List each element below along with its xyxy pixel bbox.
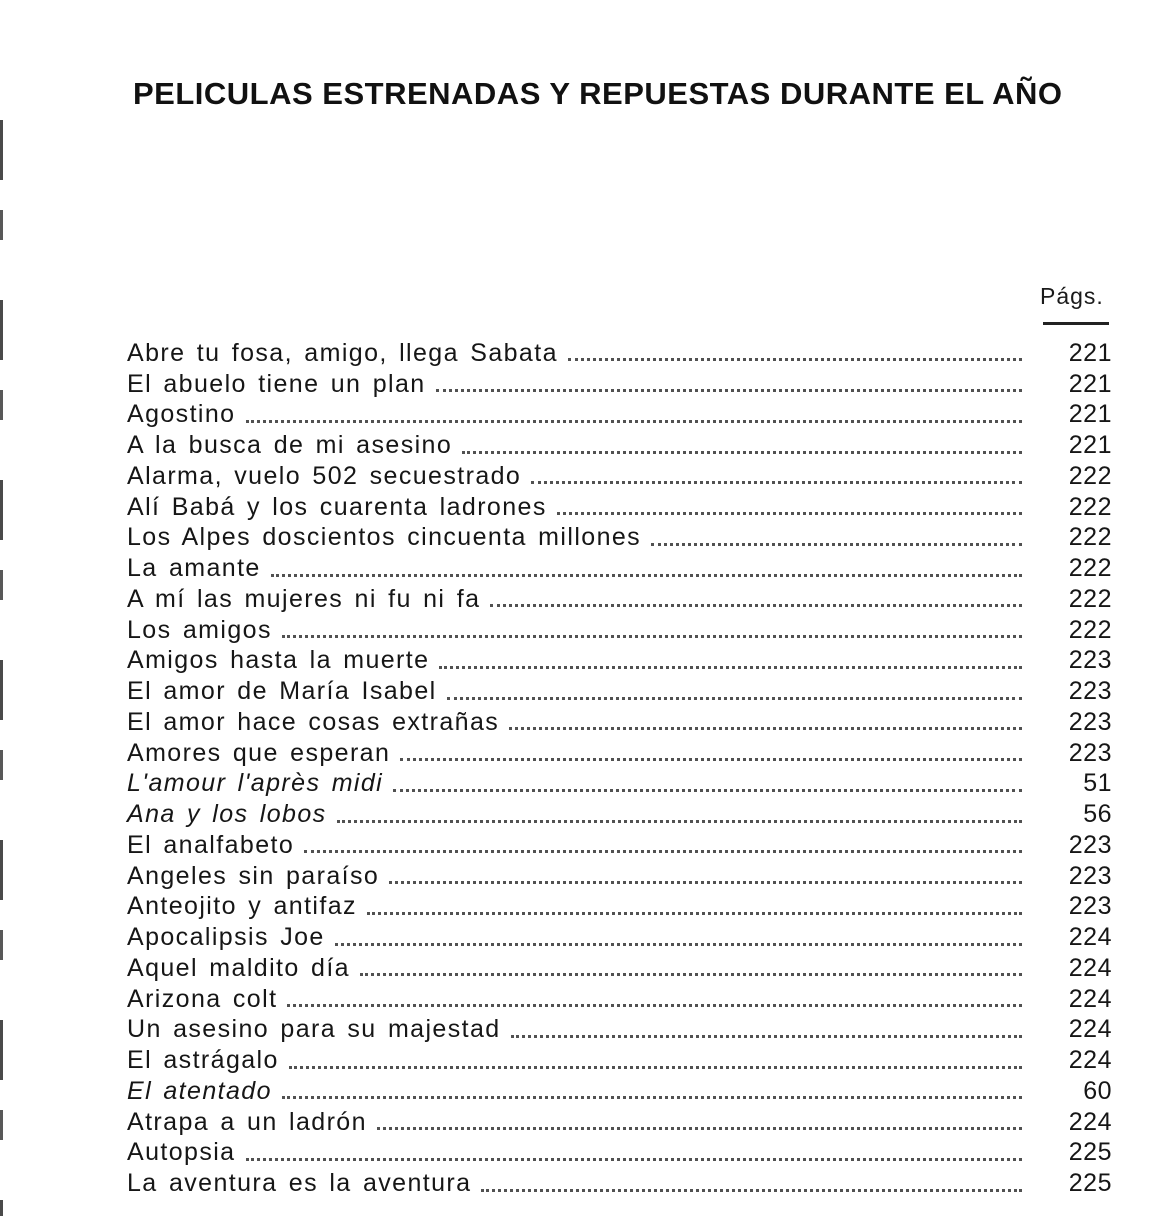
dot-leader bbox=[282, 1095, 1022, 1099]
dot-leader bbox=[367, 911, 1022, 915]
index-entry bbox=[127, 799, 1112, 830]
film-title: Angeles sin paraíso bbox=[127, 861, 380, 890]
index-entry bbox=[127, 738, 1112, 769]
index-entry bbox=[127, 861, 1112, 892]
page-number: 56 bbox=[1083, 800, 1112, 829]
index-entry bbox=[127, 830, 1112, 861]
index-entry bbox=[127, 523, 1112, 554]
film-title: Arizona colt bbox=[127, 984, 278, 1013]
dot-leader bbox=[509, 726, 1022, 730]
page-number: 222 bbox=[1068, 615, 1112, 644]
page-number: 51 bbox=[1083, 769, 1112, 798]
page-number: 222 bbox=[1068, 492, 1112, 521]
film-title: El astrágalo bbox=[127, 1046, 279, 1075]
dot-leader bbox=[400, 757, 1022, 761]
film-title: El abuelo tiene un plan bbox=[127, 369, 426, 398]
film-title: El analfabeto bbox=[127, 830, 295, 859]
page-number: 223 bbox=[1068, 892, 1112, 921]
dot-leader bbox=[439, 665, 1022, 669]
page-number: 225 bbox=[1068, 1169, 1112, 1198]
index-entry bbox=[127, 553, 1112, 584]
page-number: 223 bbox=[1068, 738, 1112, 767]
dot-leader bbox=[289, 1065, 1022, 1069]
page-number: 223 bbox=[1068, 830, 1112, 859]
dot-leader bbox=[335, 942, 1022, 946]
dot-leader bbox=[393, 788, 1022, 792]
dot-leader bbox=[282, 634, 1022, 638]
film-title: L'amour l'après midi bbox=[127, 769, 384, 798]
page-number: 222 bbox=[1068, 554, 1112, 583]
index-entry bbox=[127, 646, 1112, 677]
dot-leader bbox=[337, 819, 1022, 823]
film-title: Agostino bbox=[127, 400, 236, 429]
film-title: Alí Babá y los cuarenta ladrones bbox=[127, 492, 547, 521]
index-entry bbox=[127, 615, 1112, 646]
index-entry bbox=[127, 769, 1112, 800]
index-entry bbox=[127, 584, 1112, 615]
index-entry bbox=[127, 707, 1112, 738]
page-number: 224 bbox=[1068, 1046, 1112, 1075]
film-title: El atentado bbox=[127, 1076, 272, 1105]
dot-leader bbox=[287, 1003, 1022, 1007]
index-entry bbox=[127, 892, 1112, 923]
page-number: 224 bbox=[1068, 1107, 1112, 1136]
dot-leader bbox=[557, 511, 1022, 515]
page-number: 224 bbox=[1068, 984, 1112, 1013]
page-number: 224 bbox=[1068, 1015, 1112, 1044]
index-entry bbox=[127, 430, 1112, 461]
dot-leader bbox=[568, 357, 1022, 361]
dot-leader bbox=[377, 1126, 1022, 1130]
page-number: 222 bbox=[1068, 584, 1112, 613]
film-title: Atrapa a un ladrón bbox=[127, 1107, 367, 1136]
film-index-list bbox=[127, 338, 1112, 1199]
dot-leader bbox=[511, 1034, 1022, 1038]
page-number: 223 bbox=[1068, 646, 1112, 675]
film-title: A mí las mujeres ni fu ni fa bbox=[127, 584, 481, 613]
page-number: 221 bbox=[1068, 400, 1112, 429]
page-number: 221 bbox=[1068, 338, 1112, 367]
index-entry bbox=[127, 1045, 1112, 1076]
film-title: Autopsia bbox=[127, 1138, 236, 1167]
page-column-rule bbox=[1043, 322, 1109, 325]
index-entry bbox=[127, 492, 1112, 523]
index-entry bbox=[127, 1107, 1112, 1138]
film-title: Los amigos bbox=[127, 615, 272, 644]
dot-leader bbox=[481, 1188, 1022, 1192]
page-number: 221 bbox=[1068, 369, 1112, 398]
index-entry bbox=[127, 1015, 1112, 1046]
page-title: PELICULAS ESTRENADAS Y REPUESTAS DURANTE EL AÑO bbox=[133, 76, 1063, 111]
index-entry bbox=[127, 1168, 1112, 1199]
dot-leader bbox=[531, 480, 1022, 484]
film-title: Amigos hasta la muerte bbox=[127, 646, 430, 675]
dot-leader bbox=[246, 1157, 1023, 1161]
film-title: Los Alpes doscientos cincuenta millones bbox=[127, 523, 642, 552]
index-entry bbox=[127, 369, 1112, 400]
film-title: Ana y los lobos bbox=[127, 800, 327, 829]
index-entry bbox=[127, 922, 1112, 953]
page-column-header: Págs. bbox=[1040, 283, 1104, 309]
film-title: El amor de María Isabel bbox=[127, 677, 437, 706]
index-entry bbox=[127, 400, 1112, 431]
film-title: Apocalipsis Joe bbox=[127, 923, 325, 952]
page-number: 221 bbox=[1068, 431, 1112, 460]
page-number: 225 bbox=[1068, 1138, 1112, 1167]
index-entry bbox=[127, 1076, 1112, 1107]
index-entry bbox=[127, 984, 1112, 1015]
film-title: La amante bbox=[127, 554, 261, 583]
dot-leader bbox=[651, 542, 1022, 546]
dot-leader bbox=[271, 573, 1022, 577]
film-title: Alarma, vuelo 502 secuestrado bbox=[127, 461, 522, 490]
film-title: A la busca de mi asesino bbox=[127, 431, 453, 460]
film-title: El amor hace cosas extrañas bbox=[127, 707, 500, 736]
page-number: 223 bbox=[1068, 677, 1112, 706]
index-entry bbox=[127, 338, 1112, 369]
film-title: La aventura es la aventura bbox=[127, 1169, 472, 1198]
dot-leader bbox=[447, 696, 1022, 700]
film-title: Amores que esperan bbox=[127, 738, 391, 767]
dot-leader bbox=[246, 419, 1023, 423]
page-number: 224 bbox=[1068, 923, 1112, 952]
dot-leader bbox=[436, 388, 1022, 392]
index-entry bbox=[127, 953, 1112, 984]
index-entry bbox=[127, 461, 1112, 492]
dot-leader bbox=[490, 603, 1022, 607]
page-number: 222 bbox=[1068, 523, 1112, 552]
film-title: Un asesino para su majestad bbox=[127, 1015, 501, 1044]
film-title: Anteojito y antifaz bbox=[127, 892, 357, 921]
page-number: 223 bbox=[1068, 707, 1112, 736]
page-number: 223 bbox=[1068, 861, 1112, 890]
film-title: Aquel maldito día bbox=[127, 953, 350, 982]
film-title: Abre tu fosa, amigo, llega Sabata bbox=[127, 338, 558, 367]
page-number: 224 bbox=[1068, 953, 1112, 982]
page-number: 60 bbox=[1083, 1076, 1112, 1105]
index-entry bbox=[127, 1138, 1112, 1169]
page-number: 222 bbox=[1068, 461, 1112, 490]
index-entry bbox=[127, 676, 1112, 707]
dot-leader bbox=[360, 972, 1022, 976]
binding-edge bbox=[0, 120, 3, 1216]
dot-leader bbox=[389, 880, 1022, 884]
dot-leader bbox=[462, 450, 1022, 454]
dot-leader bbox=[304, 849, 1022, 853]
